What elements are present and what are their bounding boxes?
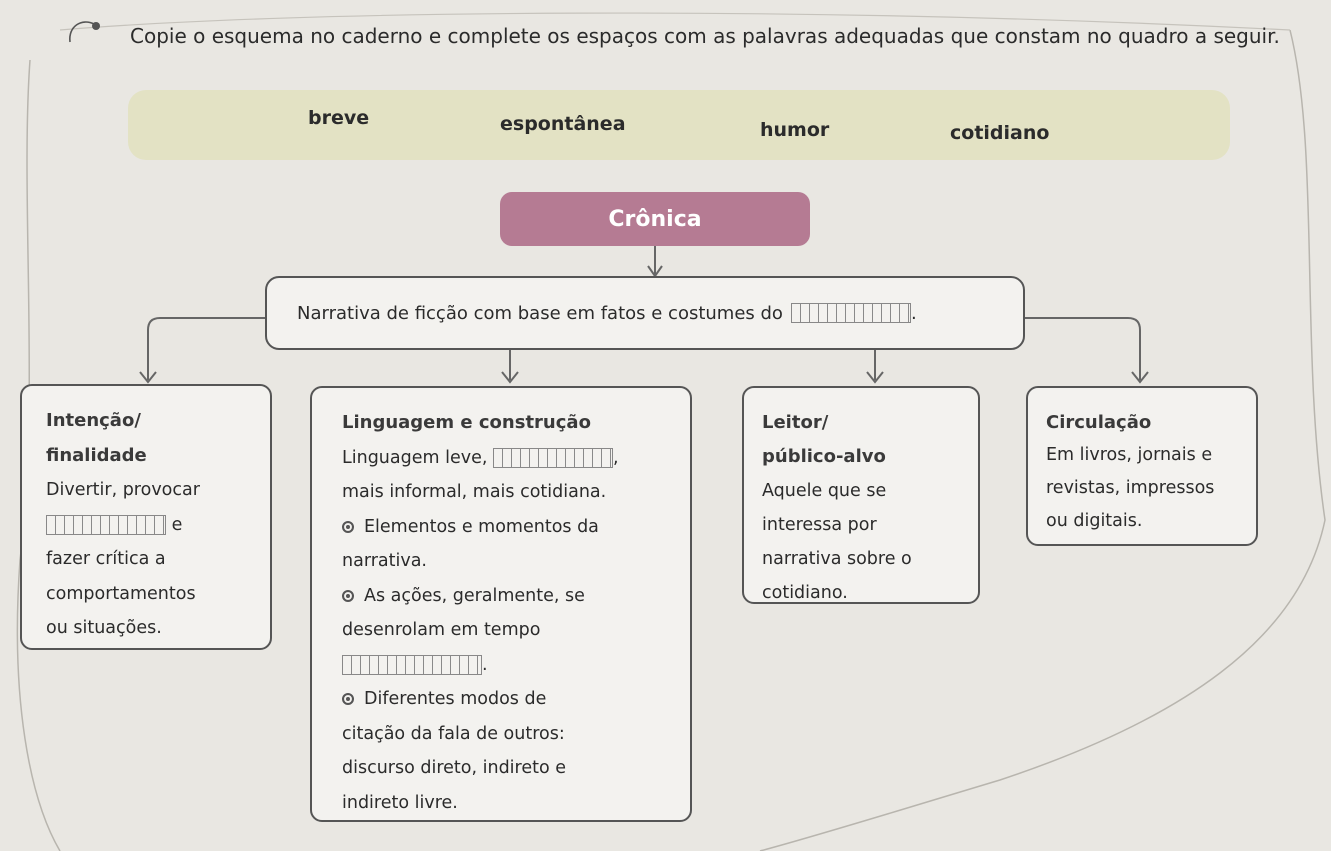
circulacao-line: ou digitais.: [1046, 511, 1143, 531]
leitor-title: Leitor/: [762, 412, 829, 433]
linguagem-line: Linguagem leve,: [342, 447, 488, 468]
intencao-line: ou situações.: [46, 618, 162, 638]
bullet-icon: [342, 590, 354, 602]
word-bank-item: cotidiano: [950, 122, 1050, 144]
linguagem-line: indireto livre.: [342, 792, 458, 813]
circulacao-line: revistas, impressos: [1046, 478, 1215, 498]
circulacao-line: Em livros, jornais e: [1046, 445, 1213, 465]
leitor-line: Aquele que se: [762, 481, 887, 501]
intencao-line: comportamentos: [46, 583, 196, 604]
linguagem-bullet: [342, 510, 690, 545]
leitor-line: narrativa sobre o: [762, 549, 912, 569]
bullet-text: Elementos e momentos da: [364, 516, 599, 537]
bullet-text: Diferentes modos de: [364, 689, 547, 709]
linguagem-line: mais informal, mais cotidiana.: [342, 482, 607, 502]
leitor-box: [742, 386, 980, 604]
bullet-icon: [342, 521, 354, 533]
word-bank-item: humor: [760, 119, 830, 141]
bullet-icon: [342, 693, 354, 705]
definition-node: [265, 276, 1025, 350]
linguagem-bullet: [342, 682, 690, 717]
leitor-title: público-alvo: [762, 446, 886, 467]
bullet-text: As ações, geralmente, se: [364, 585, 585, 606]
fill-blank[interactable]: [46, 515, 166, 535]
intencao-title: finalidade: [46, 444, 147, 466]
leitor-line: interessa por: [762, 515, 877, 535]
intencao-line-blank: [46, 508, 270, 543]
definition-text: Narrativa de ficção com base em fatos e costumes do: [297, 302, 783, 324]
circulacao-title: Circulação: [1046, 412, 1152, 433]
word-bank-item: espontânea: [500, 113, 626, 135]
linguagem-line-blank: [342, 441, 690, 476]
cronica-node: Crônica: [500, 192, 810, 246]
fill-blank[interactable]: [791, 303, 911, 323]
leitor-line: cotidiano.: [762, 583, 848, 603]
linguagem-title: Linguagem e construção: [342, 412, 591, 433]
linguagem-line-end: ,: [613, 447, 619, 468]
fill-blank[interactable]: [493, 448, 613, 468]
linguagem-box: [310, 386, 692, 822]
intencao-line: Divertir, provocar: [46, 480, 200, 500]
definition-end: .: [910, 302, 917, 324]
instruction-text: Copie o esquema no caderno e complete os espaços com as palavras adequadas que constam no quadro a seguir.: [130, 24, 1280, 48]
linguagem-line: desenrolam em tempo: [342, 620, 541, 640]
linguagem-line: citação da fala de outros:: [342, 723, 565, 744]
fill-blank[interactable]: [342, 655, 482, 675]
intencao-line-end: e: [171, 514, 183, 535]
intencao-box: [20, 384, 272, 650]
circulacao-box: [1026, 386, 1258, 546]
linguagem-line-blank: [342, 648, 690, 683]
linguagem-line: narrativa.: [342, 551, 427, 571]
word-bank-item: breve: [308, 107, 370, 129]
intencao-title: Intenção/: [46, 410, 141, 431]
intencao-line: fazer crítica a: [46, 549, 166, 569]
linguagem-line-end: .: [482, 654, 488, 675]
linguagem-bullet: [342, 579, 690, 614]
linguagem-line: discurso direto, indireto e: [342, 758, 567, 778]
